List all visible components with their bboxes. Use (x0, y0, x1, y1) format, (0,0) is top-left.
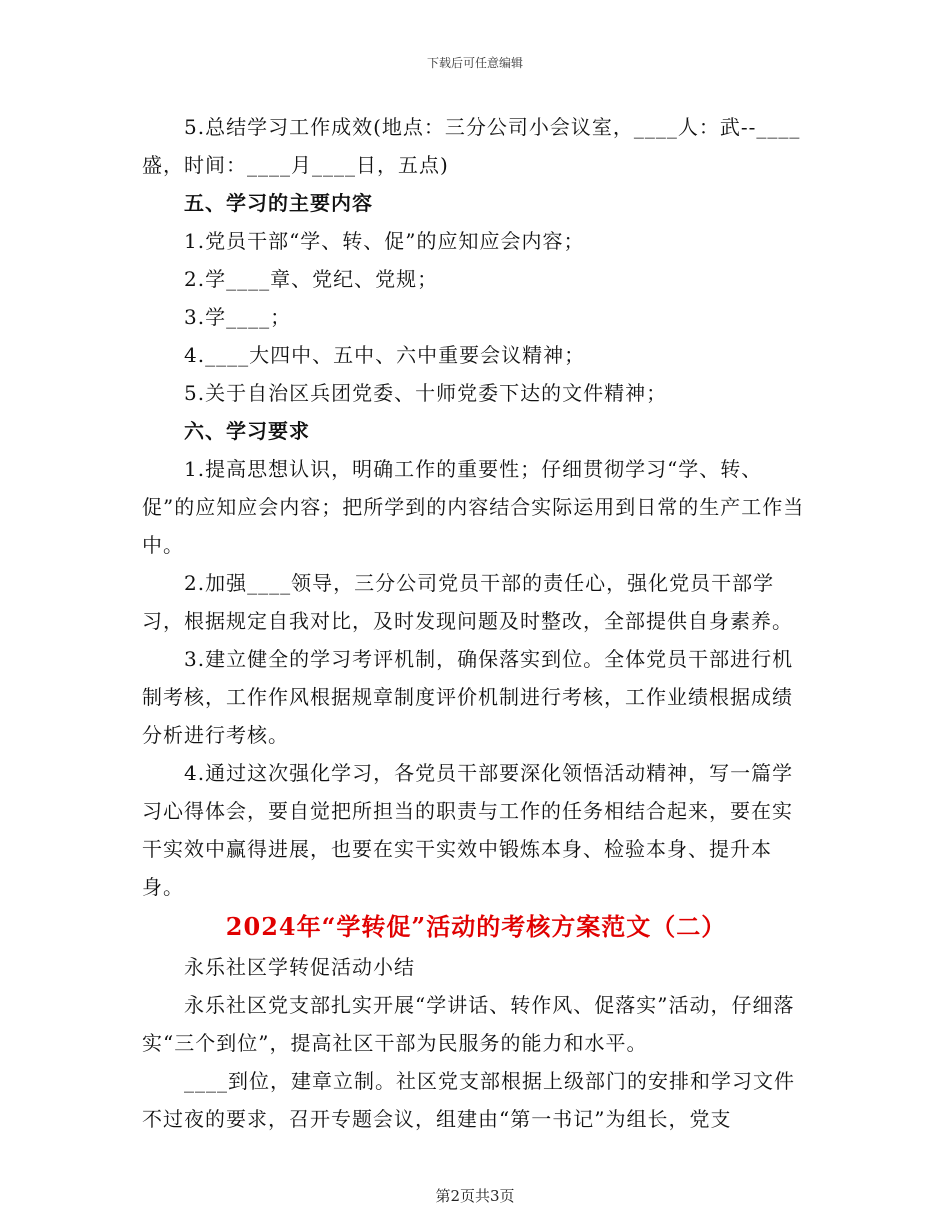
paragraph-item: 3.学____； (184, 305, 292, 329)
page-footer: 第2页共3页 (435, 1187, 515, 1205)
paragraph-summary: 5.总结学习工作成效(地点：三分公司小会议室，____人：武--____盛，时间：____月____日，五点) (142, 115, 801, 177)
paragraph-requirement: 4.通过这次强化学习，各党员干部要深化领悟活动精神，写一篇学习心得体会，要自觉把所担当的职责与工作的任务相结合起来，要在实干实效中赢得进展，也要在实干实效中锻炼本身、检验本身、提升本身。 (142, 761, 794, 899)
section-heading-content: 五、学习的主要内容 (184, 191, 373, 215)
document-title: 2024年“学转促”活动的考核方案范文（二） (225, 912, 727, 941)
paragraph-requirement: 1.提高思想认识，明确工作的重要性；仔细贯彻学习“学、转、促”的应知应会内容；把所学到的内容结合实际运用到日常的生产工作当中。 (142, 457, 805, 557)
paragraph-body: ____到位，建章立制。社区党支部根据上级部门的安排和学习文件不过夜的要求，召开专题会议，组建由“第一书记”为组长，党支 (142, 1069, 795, 1131)
paragraph-requirement: 3.建立健全的学习考评机制，确保落实到位。全体党员干部进行机制考核，工作作风根据规章制度评价机制进行考核，工作业绩根据成绩分析进行考核。 (142, 647, 794, 747)
paragraph-subtitle: 永乐社区学转促活动小结 (184, 955, 415, 979)
paragraph-item: 4.____大四中、五中、六中重要会议精神； (184, 343, 586, 367)
paragraph-item: 5.关于自治区兵团党委、十师党委下达的文件精神； (184, 381, 668, 405)
page-header: 下载后可任意编辑 (426, 56, 523, 70)
paragraph-item: 1.党员干部“学、转、促”的应知应会内容； (184, 229, 585, 253)
document-body (142, 108, 810, 1138)
paragraph-body: 永乐社区党支部扎实开展“学讲话、转作风、促落实”活动，仔细落实“三个到位”，提高社区干部为民服务的能力和水平。 (142, 993, 795, 1055)
paragraph-item: 2.学____章、党纪、党规； (184, 267, 439, 291)
paragraph-requirement: 2.加强____领导，三分公司党员干部的责任心，强化党员干部学习，根据规定自我对比，及时发现问题及时整改，全部提供自身素养。 (142, 571, 793, 633)
section-heading-requirements: 六、学习要求 (184, 419, 310, 443)
